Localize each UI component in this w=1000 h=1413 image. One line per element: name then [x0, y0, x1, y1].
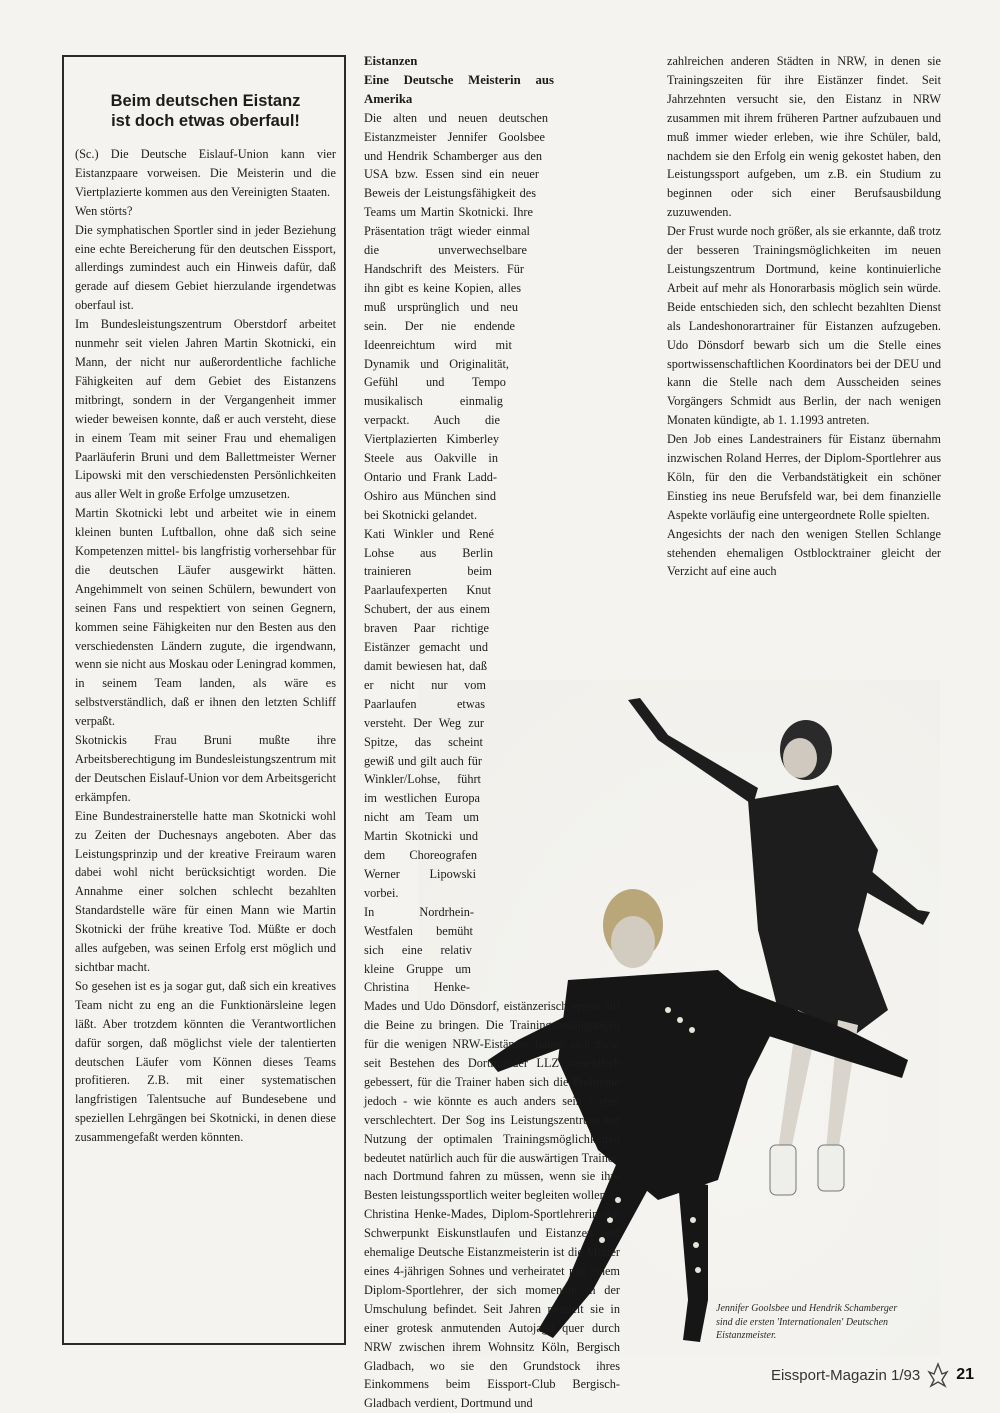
page-footer [771, 1362, 974, 1388]
sidebar-paragraph: Wen störts? [75, 203, 133, 218]
magazine-logo-icon [928, 1362, 948, 1388]
article-paragraph: Den Job eines Landestrainers für Eistanz übernahm inzwischen Roland Herres, der Diplom-Sportlehrer aus Köln, für den die Verbandstätigkeit ein schöner Einstieg ins neue Berufsfeld war, bei dem finanzielle Aspekte vorläufig eine untergeordnete Rolle spielten. [667, 432, 941, 522]
sidebar-paragraph: Die symphatischen Sportler sind in jeder Beziehung eine echte Bereicherung für den deutschen Eissport, allerdings zumindest auch ein Hinweis dafür, daß gerade auf diesem Gebiet hierzulande irgendetwas oberfaul ist. [75, 222, 336, 313]
article-headline: Eine Deutsche Meisterin aus Amerika [364, 72, 554, 106]
magazine-issue: Eissport-Magazin 1/93 [770, 1366, 921, 1384]
article-paragraph: Kati Winkler und René Lohse aus Berlin trainieren beim Paarlaufexperten Knut Schubert, der aus einem braven Paar richtige Eistänzer gemacht und damit bewiesen hat, daß er nicht nur vom Paarlaufen etwas versteht. Der Weg zur Spitze, das scheint gewiß und gilt auch für Winkler/Lohse, führt im westlichen Europa nicht am Team um Martin Skotnicki und dem Choreografen Werner Lipowski vorbei. [364, 526, 494, 900]
article-paragraph: Der Frust wurde noch größer, als sie erkannte, daß trotz der besseren Trainingsmöglichkeiten im neuen Leistungszentrum Dortmund, keine kontinuierliche Arbeit auf mehr als Honorarbasis möglich sein würde. Beide entschieden sich, den schlecht bezahlten Dienst als Landeshonorartrainer für Eistanzen aufzugeben. Udo Dönsdorf bewarb sich um die Stelle eines sportwissenschaftlichen Koordinators bei der DEU und kann die Stelle nach dem Ausscheiden seines Vorgängers Schmidt aus Berlin, der nach wenigen Monaten kündigte, ab 1. 1.1993 antreten. [667, 224, 941, 428]
sidebar-paragraph: (Sc.) Die Deutsche Eislauf-Union kann vier Eistanzpaare vorweisen. Die Meisterin und die Viertplazierte kommen aus den Vereinigten Staaten. [75, 147, 336, 199]
photo-wrap-spacer [470, 687, 620, 997]
article-paragraph: Christina Henke-Mades, Diplom-Sportlehrerin mit Schwerpunkt Eiskunstlaufen und Eistanzen und ehemalige Deutsche Eistanzmeisterin ist die Mutter eines 4-jährigen Sohnes und verheiratet mit einem Diplom-Sportlehrer, der sich momentan in der Umschulung befindet. Seit Jahren pendelt sie in einer grotesk anmutenden Autojagd quer durch NRW zwischen ihrem Wohnsitz Köln, Bergisch Gladbach, wo sie den Grundstock ihres Einkommens beim Eissport-Club Bergisch-Gladbach verdient, Dortmund und [364, 1207, 620, 1411]
article-paragraph: In Nordrhein-Westfalen bemüht sich eine relativ kleine Gruppe um Christina Henke-Mades und Udo Dönsdorf, eistänzerisch etwas auf die Beine zu bringen. Die Trainingsbedingungen für die wenigen NRW-Eistänzer haben sich zwar seit Bestehen des Dortmunder LLZ wesentlich gebessert, für die Trainer haben sich die Probleme jedoch - wie könnte es auch anders sein - eher verschlechtert. Der Sog ins Leistungszentrum zur Nutzung der optimalen Trainingsmöglichkeiten bedeutet natürlich auch für die auswärtigen Trainer, nach Dortmund fahren zu müssen, wenn sie ihre Besten leistungssportlich weiter begleiten wollen. [364, 904, 620, 1203]
sidebar-commentary-box [62, 55, 346, 1345]
article-paragraph: Angesichts der nach den wenigen Stellen Schlange stehenden ehemaligen Ostblocktrainer gleicht der Verzicht auf eine auch [667, 526, 941, 579]
article-column-middle [364, 52, 620, 1411]
photo-caption: Jennifer Goolsbee und Hendrik Schamberger sind die ersten 'Internationalen' Deutschen Eistanzmeister. [716, 1303, 898, 1341]
page-number: 21 [956, 1366, 974, 1383]
article-paragraph: zahlreichen anderen Städten in NRW, in denen sie Trainingszeiten für ihre Eistänzer findet. Seit Jahrzehnten versucht sie, den Eistanz in NRW zusammen mit ihrem früheren Partner aufzubauen und muß immer wieder erleben, wie ihre Schüler, bald, nachdem sie den Erfolg ein wenig gekostet haben, den Leistungssport aufgeben, um z.B. ein Studium zu beginnen oder sich einer Berufsausbildung zuzuwenden. [667, 54, 941, 220]
sidebar-paragraph: Martin Skotnicki lebt und arbeitet wie in einem kleinen bunten Luftballon, ohne daß sich seine Kompetenzen mittel- bis langfristig vorhersehbar für die deutschen Läufer ausgewirkt hätten. Angehimmelt von seinen Schülern, bewundert von seinen Fans und respektiert von seinen Gegnern, kommen seine Fähigkeiten nur den Besten aus den verschiedensten Ländern zugute, die irgendwann, wenn sie nicht aus Moskau oder Leningrad kommen, in seinem Team landen, als wäre es selbstverständlich, daß er ihnen den letzten Schliff verpaßt. [75, 506, 336, 729]
sidebar-paragraph: So gesehen ist es ja sogar gut, daß sich ein kreatives Team nicht zu eng an die Funktionärsleine legen läßt. Aber trotzdem könnten die Verantwortlichen dafür sorgen, daß möglichst viele der talentierten deutschen Läufer vom Können dieses Teams profitieren. Z.B. mit einer systematischen langfristigen Talentsuche auf Bundesebene und speziellen Lehrgängen bei Skotnicki, in denen diese zusammengefaßt werden könnten. [75, 978, 336, 1145]
article-paragraph: Die alten und neuen deutschen Eistanzmeister Jennifer Goolsbee und Hendrik Schamberger aus den USA bzw. Essen sind ein neuer Beweis der Leistungsfähigkeit des Teams um Martin Skotnicki. Ihre Präsentation trägt wieder einmal die unverwechselbare Handschrift des Meisters. Für ihn gibt es keine Kopien, alles muß ursprünglich und neu sein. Der nie endende Ideenreichtum wird mit Dynamik und Originalität, Gefühl und Tempo musikalisch einmalig verpackt. Auch die Viertplazierten Kimberley Steele aus Oakville in Ontario und Frank Ladd-Oshiro aus München sind bei Skotnicki gelandet. [364, 110, 548, 522]
sidebar-paragraph: Skotnickis Frau Bruni mußte ihre Arbeitsberechtigung im Bundesleistungszentrum mit der Deutschen Eislauf-Union vor dem Arbeitsgericht erkämpfen. [75, 733, 336, 804]
sidebar-title [75, 91, 336, 131]
sidebar-title-line1: Beim deutschen Eistanz [110, 92, 301, 110]
sidebar-paragraph: Eine Bundestrainerstelle hatte man Skotnicki wohl zu Zeiten der Duchesnays angeboten. Aber das Leistungsprinzip und der kreative Freiraum waren dabei wohl nicht berücksichtigt worden. Die Annahme einer solchen schlecht bezahlten Standardstelle wäre für einen Mann wie Martin Skotnicki der frühe kreative Tod. Müßte er doch alles aufgeben, was seinen Erfolg erst möglich und sichtbar macht. [75, 808, 336, 974]
article-kicker: Eistanzen [364, 54, 418, 68]
article-column-right [667, 52, 941, 667]
sidebar-title-line2: ist doch etwas oberfaul! [111, 112, 300, 130]
sidebar-paragraph: Im Bundesleistungszentrum Oberstdorf arbeitet nunmehr seit vielen Jahren Martin Skotnicki, ein Mann, der nicht nur außerordentliche fachliche Fähigkeiten auf dem Gebiet des Eistanzens mitbringt, sondern in der Vergangenheit immer wieder beweisen konnte, daß er auch versteht, diese in einem Team mit seiner Frau und ehemaligen Paarläuferin Bruni und dem Ballettmeister Werner Lipowski mit den verschiedensten Persönlichkeiten aus aller Welt in große Erfolge umzusetzen. [75, 317, 336, 502]
